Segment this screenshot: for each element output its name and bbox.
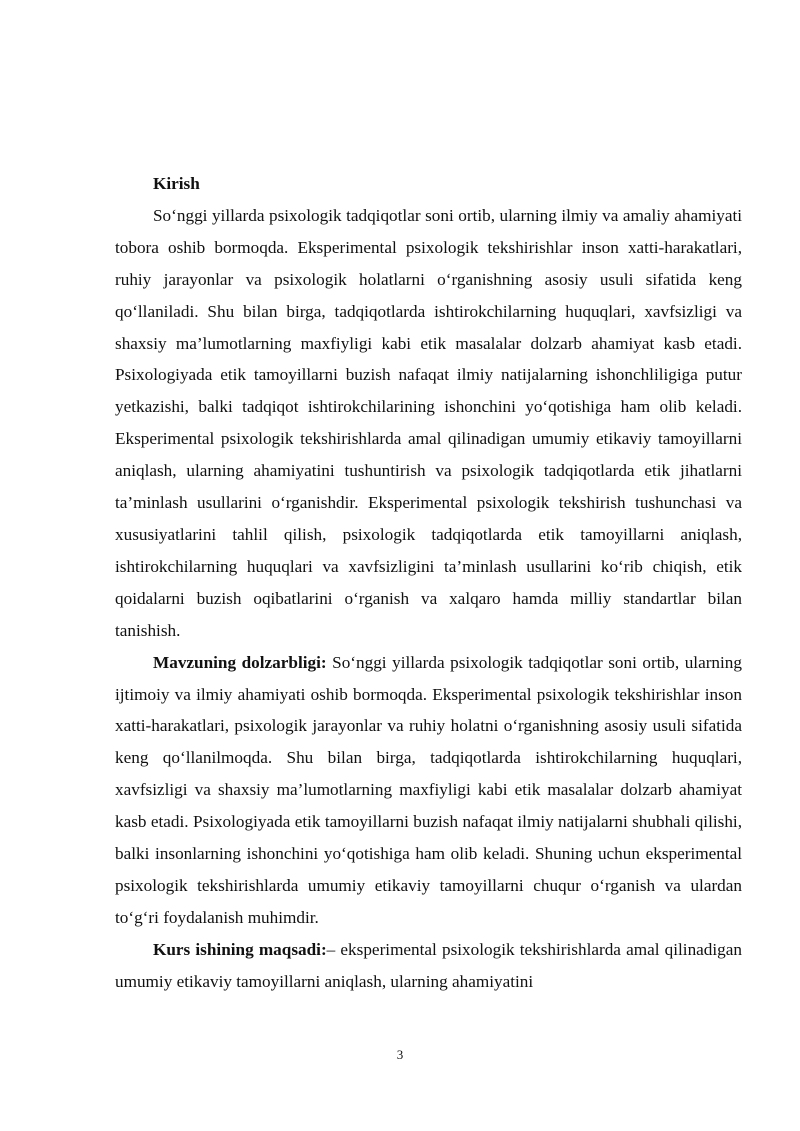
relevance-paragraph <box>115 647 742 934</box>
intro-paragraph: So‘nggi yillarda psixologik tadqiqotlar soni ortib, ularning ilmiy va amaliy ahamiyati tobora oshib bormoqda. Eksperimental psixologik tekshirishlar inson xatti-harakatlari, ruhiy jarayonlar va psixologik holatlarni o‘rganishning asosiy usuli sifatida keng qo‘llaniladi. Shu bilan birga, tadqiqotlarda ishtirokchilarning huquqlari, xavfsizligi va shaxsiy ma’lumotlarning maxfiyligi kabi etik masalalar dolzarb ahamiyat kasb etadi. Psixologiyada etik tamoyillarni buzish nafaqat ilmiy natijalarning ishonchliligiga putur yetkazishi, balki tadqiqot ishtirokchilarining ishonchini yo‘qotishiga ham olib keladi. Eksperimental psixologik tekshirishlarda amal qilinadigan umumiy etikaviy tamoyillarni aniqlash, ularning ahamiyatini tushuntirish va psixologik tadqiqotlarda etik jihatlarni ta’minlash usullarini o‘rganishdir. Eksperimental psixologik tekshirish tushunchasi va xususiyatlarini tahlil qilish, psixologik tadqiqotlarda etik tamoyillarni aniqlash, ishtirokchilarning huquqlari va xavfsizligini ta’minlash usullarini ko‘rib chiqish, etik qoidalarni buzish oqibatlarini o‘rganish va xalqaro hamda milliy standartlar bilan tanishish. <box>115 205 742 640</box>
goal-text: – eksperimental psixologik tekshirishlarda amal qilinadigan umumiy etikaviy tamoyillarni aniqlash, ularning ahamiyatini <box>115 939 742 991</box>
relevance-text: So‘nggi yillarda psixologik tadqiqotlar soni ortib, ularning ijtimoiy va ilmiy ahamiyati oshib bormoqda. Eksperimental psixologik tekshirishlar inson xatti-harakatlari, psixologik jarayonlar va ruhiy holatni o‘rganishning asosiy usuli sifatida keng qo‘llanilmoqda. Shu bilan birga, tadqiqotlarda ishtirokchilarning huquqlari, xavfsizligi va shaxsiy ma’lumotlarning maxfiyligi kabi etik masalalar dolzarb ahamiyat kasb etadi. Psixologiyada etik tamoyillarni buzish nafaqat ilmiy natijalarni shubhali qilishi, balki insonlarning ishonchini yo‘qotishiga ham olib keladi. Shuning uchun eksperimental psixologik tekshirishlarda umumiy etikaviy tamoyillarni chuqur o‘rganish va ulardan to‘g‘ri foydalanish muhimdir. <box>115 652 742 927</box>
page-number: 3 <box>396 1047 404 1062</box>
document-body <box>115 168 742 998</box>
relevance-label: Mavzuning dolzarbligi: <box>153 652 327 672</box>
section-heading: Kirish <box>153 174 200 193</box>
goal-label: Kurs ishining maqsadi: <box>153 939 327 959</box>
goal-paragraph <box>115 934 742 998</box>
